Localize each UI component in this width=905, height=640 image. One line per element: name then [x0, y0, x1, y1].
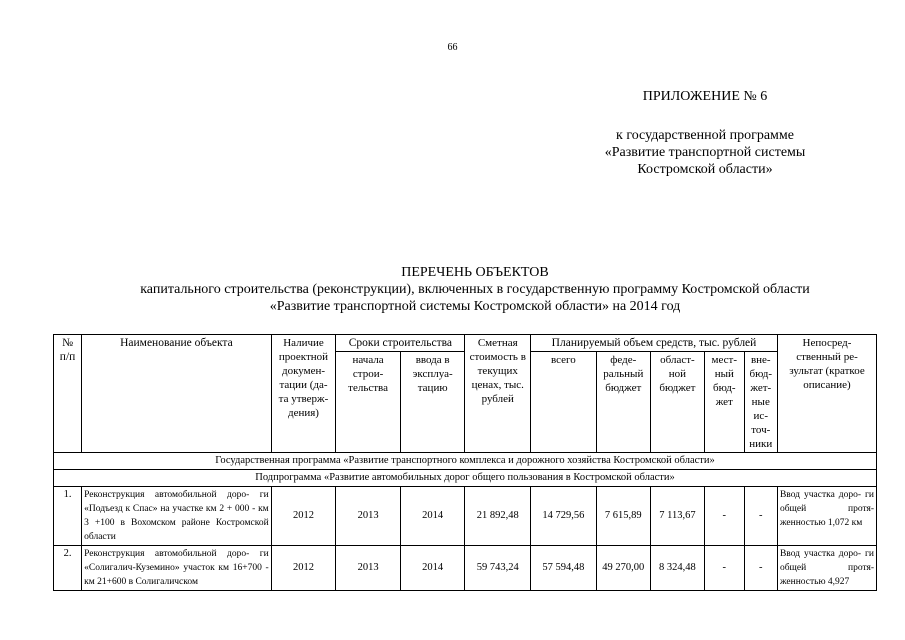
- header-local: мест- ный бюд- жет: [705, 352, 745, 453]
- row-name: Реконструкция автомобильной доро- ги «Подъезд к Спас» на участке км 2 + 000 - км 3 +100 в Вохомском районе Костромской области: [82, 487, 272, 546]
- header-estimate: Сметная стоимость в текущих ценах, тыс. рублей: [465, 335, 531, 453]
- row-regional: 8 324,48: [650, 546, 704, 591]
- header-commission: ввода в эксплуа- тацию: [400, 352, 465, 453]
- row-commission: 2014: [400, 487, 465, 546]
- row-estimate: 21 892,48: [465, 487, 531, 546]
- appendix-line: «Развитие транспортной системы: [604, 145, 806, 160]
- header-name: Наименование объекта: [82, 335, 272, 453]
- program-title: Государственная программа «Развитие транспортного комплекса и дорожного хозяйства Костромской области»: [54, 453, 877, 470]
- row-extra: -: [744, 546, 777, 591]
- appendix-line: к государственной программе: [616, 128, 794, 143]
- header-docs: Наличие проектной докумен- тации (да- та утверж- дения): [271, 335, 336, 453]
- row-local: -: [705, 546, 745, 591]
- row-total: 14 729,56: [531, 487, 597, 546]
- header-num: № п/п: [54, 335, 82, 453]
- row-federal: 49 270,00: [596, 546, 650, 591]
- header-regional: област- ной бюджет: [650, 352, 704, 453]
- row-docs: 2012: [271, 487, 336, 546]
- table-row: [54, 487, 877, 546]
- header-start: начала строи- тельства: [336, 352, 401, 453]
- row-estimate: 59 743,24: [465, 546, 531, 591]
- header-result: Непосред- ственный ре- зультат (краткое описание): [777, 335, 876, 453]
- header-total: всего: [531, 352, 597, 453]
- row-local: -: [705, 487, 745, 546]
- row-start: 2013: [336, 546, 401, 591]
- row-federal: 7 615,89: [596, 487, 650, 546]
- row-total: 57 594,48: [531, 546, 597, 591]
- table-header-row: [54, 335, 877, 352]
- row-commission: 2014: [400, 546, 465, 591]
- page-number: 66: [447, 42, 458, 53]
- row-num: 2.: [54, 546, 82, 591]
- header-extra: вне- бюд- жет- ные ис- точ- ники: [744, 352, 777, 453]
- header-terms: Сроки строительства: [336, 335, 465, 352]
- header-planned: Планируемый объем средств, тыс. рублей: [531, 335, 778, 352]
- row-result: Ввод участка доро- ги общей протя- женностью 1,072 км: [777, 487, 876, 546]
- document-title: ПЕРЕЧЕНЬ ОБЪЕКТОВ: [401, 265, 549, 280]
- row-regional: 7 113,67: [650, 487, 704, 546]
- appendix-line: Костромской области»: [637, 162, 773, 177]
- program-row: [54, 453, 877, 470]
- row-num: 1.: [54, 487, 82, 546]
- objects-table: [53, 334, 877, 591]
- appendix-title: ПРИЛОЖЕНИЕ № 6: [642, 89, 768, 104]
- document-heading: [60, 264, 890, 315]
- row-docs: 2012: [271, 546, 336, 591]
- row-result: Ввод участка доро- ги общей протя- женностью 4,927: [777, 546, 876, 591]
- header-federal: феде- ральный бюджет: [596, 352, 650, 453]
- document-subtitle: капитального строительства (реконструкции), включенных в государственную программу Костромской области: [140, 282, 810, 297]
- subprogram-row: [54, 470, 877, 487]
- row-start: 2013: [336, 487, 401, 546]
- row-name: Реконструкция автомобильной доро- ги «Солигалич-Куземино» участок км 16+700 - км 21+600 в Солигаличском: [82, 546, 272, 591]
- row-extra: -: [744, 487, 777, 546]
- appendix-block: [560, 88, 850, 178]
- table-row: [54, 546, 877, 591]
- document-subtitle: «Развитие транспортной системы Костромской области» на 2014 год: [269, 299, 681, 314]
- subprogram-title: Подпрограмма «Развитие автомобильных дорог общего пользования в Костромской области»: [54, 470, 877, 487]
